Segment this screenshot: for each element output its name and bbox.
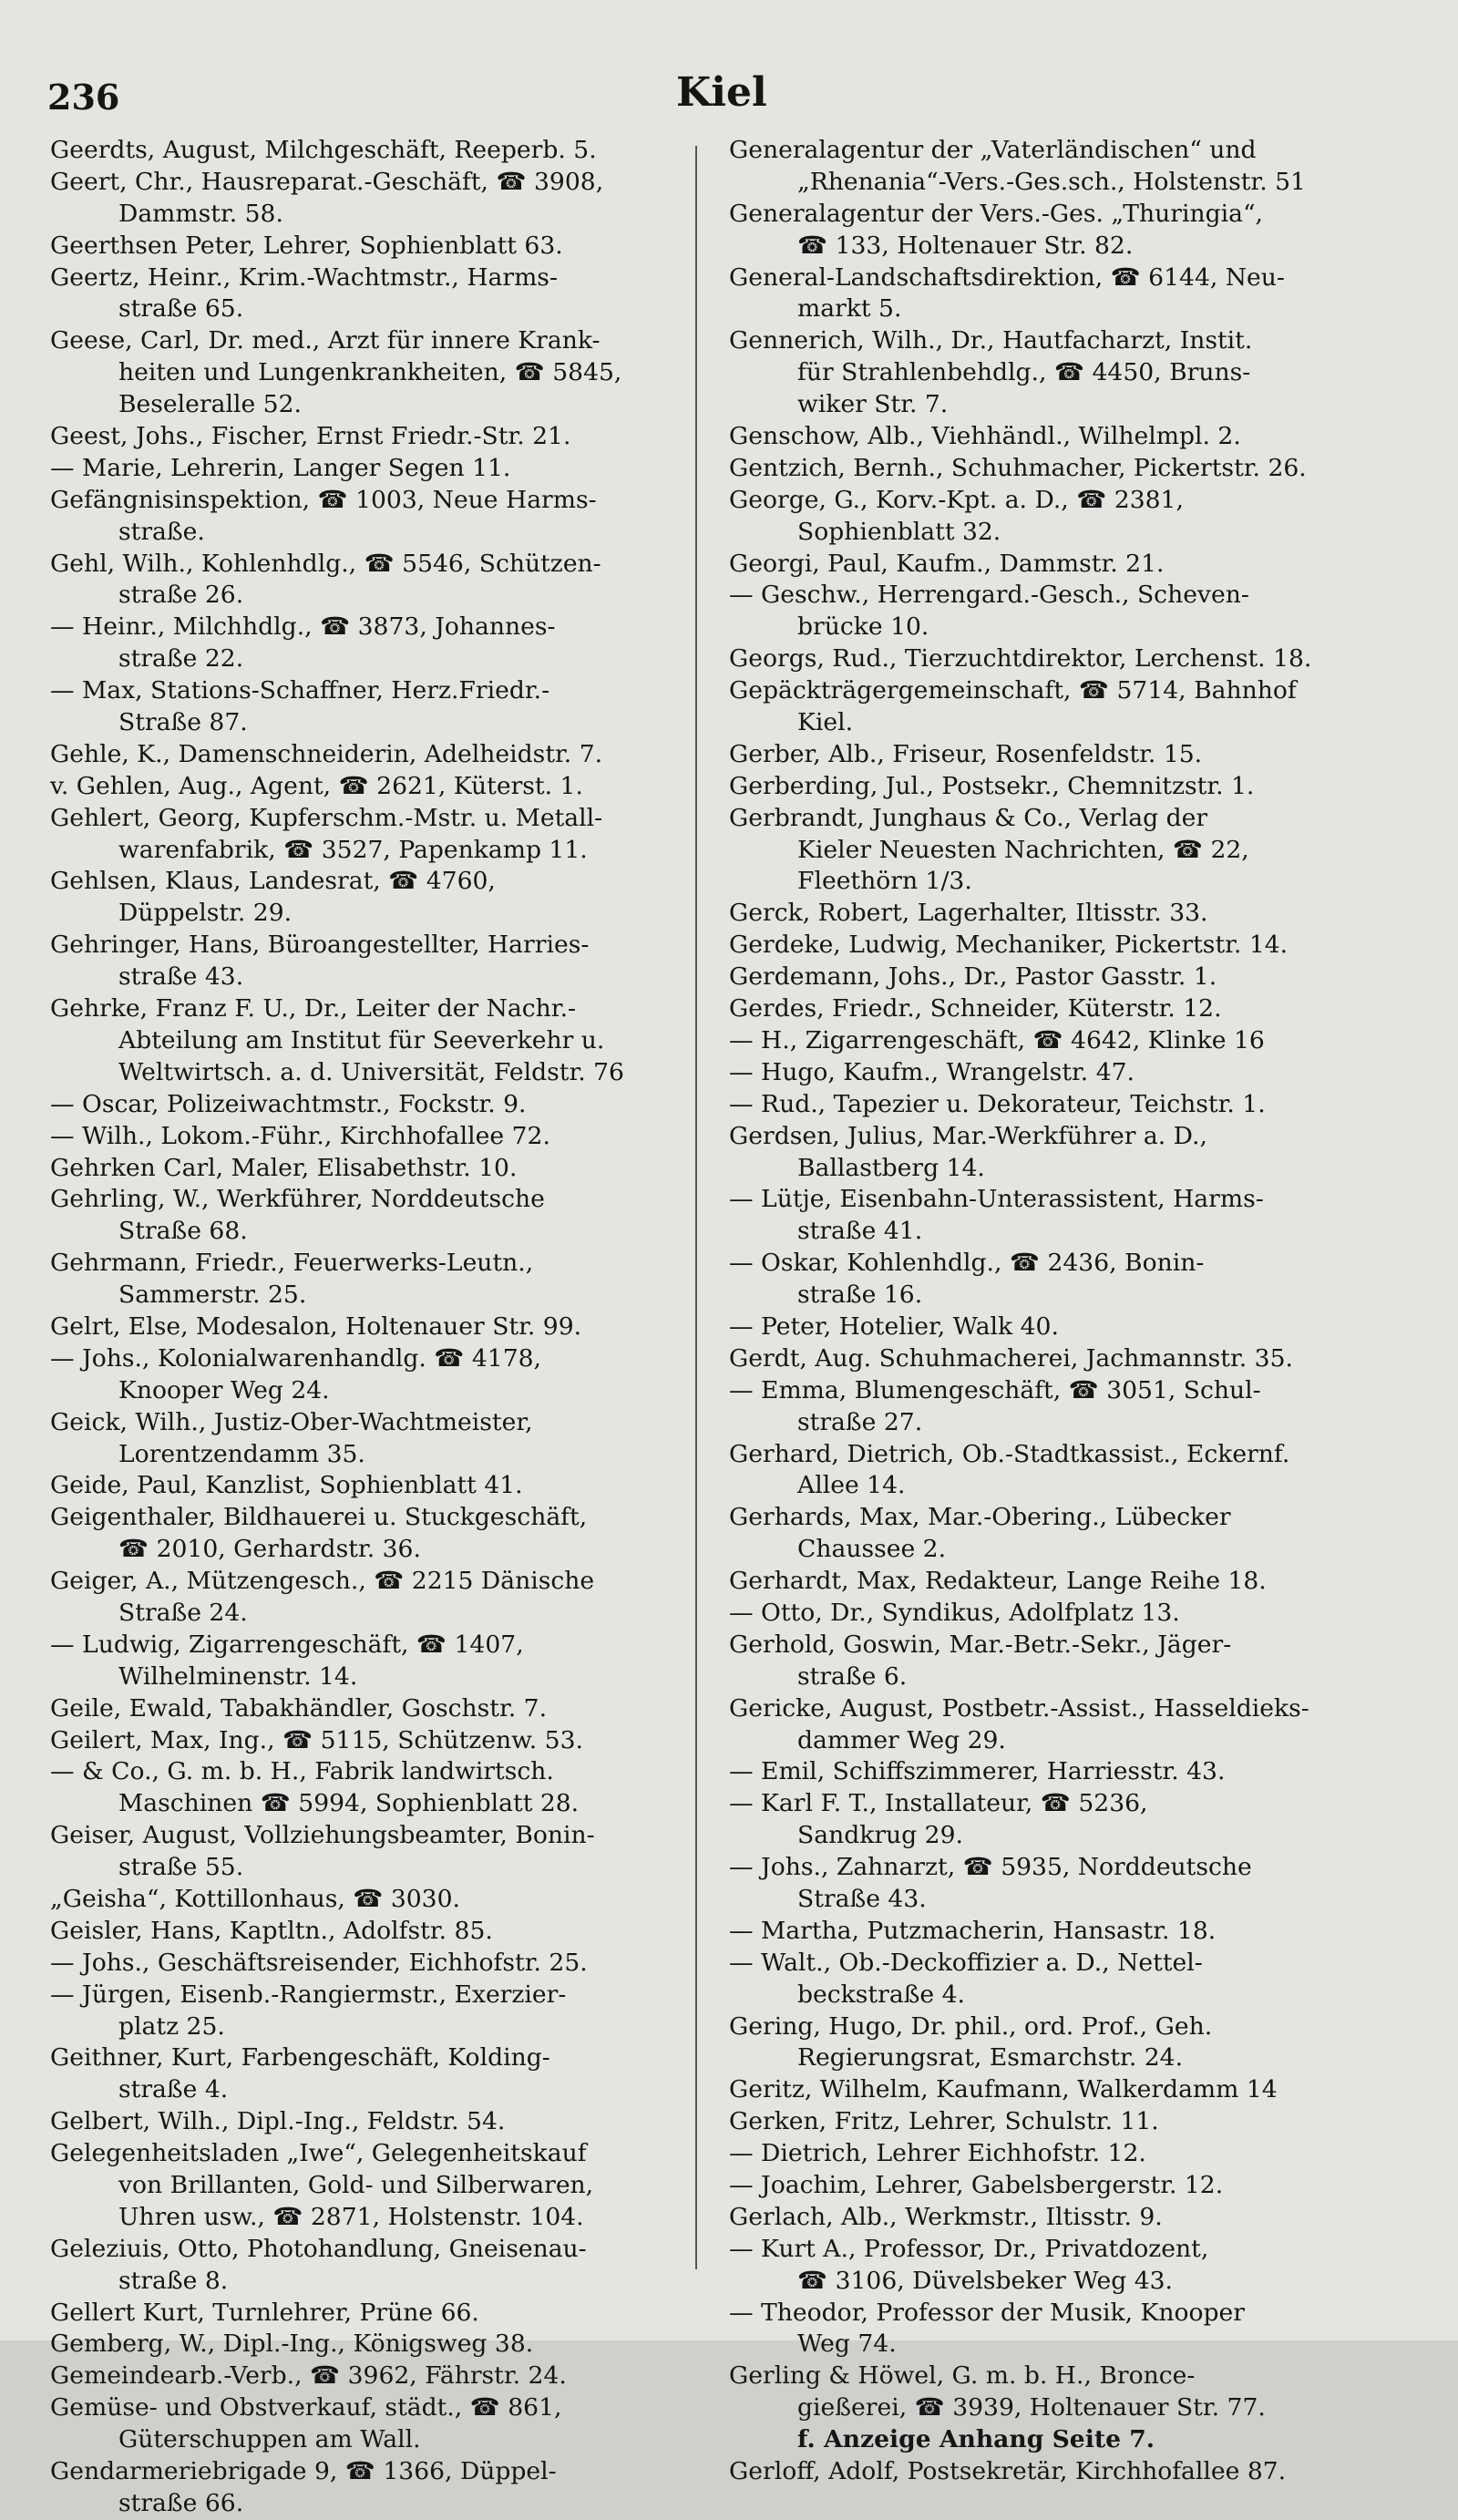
column-divider [695,146,697,2269]
directory-entry-line: — Wilh., Lokom.-Führ., Kirchhofallee 72. [50,1121,550,1150]
directory-entry-line: Lorentzendamm 35. [118,1439,365,1468]
directory-entry-line: — Oscar, Polizeiwachtmstr., Fockstr. 9. [50,1089,527,1118]
directory-entry-line: Gerhard, Dietrich, Ob.-Stadtkassist., Eckernf. [729,1439,1290,1468]
directory-entry-line: Geert, Chr., Hausreparat.-Geschäft, ☎ 3908, [50,167,604,196]
directory-entry-line: ☎ 2010, Gerhardstr. 36. [118,1535,421,1564]
directory-entry-line: v. Gehlen, Aug., Agent, ☎ 2621, Küterst. 1. [50,771,583,800]
directory-entry-line: Weltwirtsch. a. d. Universität, Feldstr. 76 [118,1057,624,1086]
directory-entry-line: — Joachim, Lehrer, Gabelsbergerstr. 12. [729,2171,1224,2199]
left-column [50,135,697,2520]
directory-entry-line: Regierungsrat, Esmarchstr. 24. [797,2043,1184,2073]
directory-entry-line: Gerdsen, Julius, Mar.-Werkführer a. D., [729,1121,1207,1150]
directory-entry-line: Gerdt, Aug. Schuhmacherei, Jachmannstr. 35. [729,1343,1293,1373]
directory-entry-line: — Dietrich, Lehrer Eichhofstr. 12. [729,2139,1146,2168]
directory-entry-line: Generalagentur der „Vaterländischen“ und [729,136,1257,164]
advertisement-reference: f. Anzeige Anhang Seite 7. [797,2425,1155,2454]
directory-entry-line: Geithner, Kurt, Farbengeschäft, Kolding- [50,2043,550,2073]
directory-entry-line: ☎ 3106, Düvelsbeker Weg 43. [797,2266,1173,2295]
directory-entry-line: Gerber, Alb., Friseur, Rosenfeldstr. 15. [729,739,1203,768]
directory-entry-line: Gentzich, Bernh., Schuhmacher, Pickertstr. 26. [729,453,1307,482]
directory-entry-line: straße 4. [118,2075,229,2104]
directory-entry-line: straße 8. [118,2266,229,2295]
directory-entry-line: Geerthsen Peter, Lehrer, Sophienblatt 63. [50,231,563,260]
directory-entry-line: Weg 74. [797,2330,897,2359]
directory-entry-line: von Brillanten, Gold- und Silberwaren, [118,2171,594,2199]
directory-entry-line: Gerling & Höwel, G. m. b. H., Bronce- [729,2361,1196,2391]
directory-entry-line: für Strahlenbehdlg., ☎ 4450, Bruns- [797,358,1251,387]
directory-entry-line: „Rhenania“-Vers.-Ges.sch., Holstenstr. 51 [797,167,1306,196]
directory-entry-line: Gelegenheitsladen „Iwe“, Gelegenheitskauf [50,2139,587,2168]
right-column [729,135,1399,2488]
directory-entry-line: Gehrling, W., Werkführer, Norddeutsche [50,1185,545,1214]
directory-entry-line: — & Co., G. m. b. H., Fabrik landwirtsch. [50,1757,554,1786]
directory-entry-line: Gerberding, Jul., Postsekr., Chemnitzstr. 1. [729,771,1255,800]
directory-entry-line: Geile, Ewald, Tabakhändler, Goschstr. 7. [50,1693,548,1723]
directory-entry-line: — Johs., Geschäftsreisender, Eichhofstr. 25. [50,1948,588,1977]
directory-entry-line: Gelrt, Else, Modesalon, Holtenauer Str. 99. [50,1311,582,1341]
directory-entry-line: Gerdeke, Ludwig, Mechaniker, Pickertstr. 14. [729,931,1289,960]
directory-entry-line: Ballastberg 14. [797,1153,985,1182]
directory-entry-line: straße 65. [118,294,244,324]
directory-entry-line: Gerdemann, Johs., Dr., Pastor Gasstr. 1. [729,962,1217,992]
directory-entry-line: straße 6. [797,1661,908,1691]
directory-entry-line: Beseleralle 52. [118,390,302,419]
directory-entry-line: Kiel. [797,708,854,737]
page-number: 236 [47,77,120,118]
directory-entry-line: straße 41. [797,1217,923,1246]
directory-entry-line: Wilhelminenstr. 14. [118,1661,358,1691]
directory-entry-line: Geigenthaler, Bildhauerei u. Stuckgeschäft, [50,1503,588,1532]
directory-entry-line: Straße 43. [797,1884,927,1913]
directory-entry-line: Güterschuppen am Wall. [118,2425,421,2454]
directory-entry-line: Dammstr. 58. [118,199,283,228]
directory-entry-line: Kieler Neuesten Nachrichten, ☎ 22, [797,835,1249,864]
directory-entry-line: Geilert, Max, Ing., ☎ 5115, Schützenw. 53. [50,1725,583,1754]
directory-entry-line: — Rud., Tapezier u. Dekorateur, Teichstr. 1. [729,1089,1266,1118]
directory-entry-line: Gerhards, Max, Mar.-Obering., Lübecker [729,1503,1231,1532]
directory-entry-line: brücke 10. [797,612,929,642]
directory-entry-line: Gehringer, Hans, Büroangestellter, Harries- [50,931,590,960]
directory-entry-line: Gefängnisinspektion, ☎ 1003, Neue Harms- [50,485,597,514]
directory-entry-line: Gehrmann, Friedr., Feuerwerks-Leutn., [50,1249,534,1278]
directory-entry-line: Gehrken Carl, Maler, Elisabethstr. 10. [50,1153,518,1182]
directory-entry-line: Gehlert, Georg, Kupferschm.-Mstr. u. Metall- [50,803,603,832]
directory-entry-line: beckstraße 4. [797,1980,966,2009]
directory-entry-line: straße 55. [118,1853,244,1882]
directory-entry-line: — Oskar, Kohlenhdlg., ☎ 2436, Bonin- [729,1249,1205,1278]
directory-entry-line: Gerck, Robert, Lagerhalter, Iltisstr. 33. [729,899,1208,928]
directory-entry-line: straße 22. [118,644,244,674]
directory-entry-line: Gelbert, Wilh., Dipl.-Ing., Feldstr. 54. [50,2107,506,2136]
directory-entry-line: markt 5. [797,294,902,324]
page-title: Kiel [676,69,767,116]
directory-entry-line: Gehle, K., Damenschneiderin, Adelheidstr. 7. [50,739,603,768]
directory-entry-line: Geick, Wilh., Justiz-Ober-Wachtmeister, [50,1407,533,1436]
directory-entry-line: dammer Weg 29. [797,1725,1006,1754]
directory-entry-line: — Lütje, Eisenbahn-Unterassistent, Harms- [729,1185,1264,1214]
directory-entry-line: Gerhardt, Max, Redakteur, Lange Reihe 18. [729,1567,1267,1596]
directory-entry-line: Geisler, Hans, Kaptltn., Adolfstr. 85. [50,1916,493,1945]
directory-entry-line: Maschinen ☎ 5994, Sophienblatt 28. [118,1789,580,1818]
directory-entry-line: — Martha, Putzmacherin, Hansastr. 18. [729,1916,1217,1945]
directory-entry-line: — Max, Stations-Schaffner, Herz.Friedr.- [50,676,550,705]
page-header [47,69,1414,140]
directory-entry-line: — Johs., Zahnarzt, ☎ 5935, Norddeutsche [729,1853,1252,1882]
directory-entry-line: Straße 87. [118,708,248,737]
directory-entry-line: Gericke, August, Postbetr.-Assist., Hasseldieks- [729,1693,1309,1723]
directory-entry-line: Sammerstr. 25. [118,1281,307,1310]
directory-entry-line: Gering, Hugo, Dr. phil., ord. Prof., Geh. [729,2011,1213,2041]
directory-entry-line: Geertz, Heinr., Krim.-Wachtmstr., Harms- [50,262,558,292]
directory-entry-line: heiten und Lungenkrankheiten, ☎ 5845, [118,358,622,387]
directory-entry-line: — Hugo, Kaufm., Wrangelstr. 47. [729,1057,1135,1086]
directory-entry-line: Geiser, August, Vollziehungsbeamter, Bonin- [50,1821,595,1850]
directory-entry-line: Generalagentur der Vers.-Ges. „Thuringia“, [729,199,1264,228]
directory-entry-line: straße 66. [118,2488,244,2517]
directory-entry-line: Gerdes, Friedr., Schneider, Küterstr. 12. [729,994,1222,1023]
directory-entry-line: Geese, Carl, Dr. med., Arzt für innere Krank- [50,326,601,355]
directory-entry-line: platz 25. [118,2011,225,2041]
directory-entry-line: straße 26. [118,581,244,610]
directory-entry-line: Geerdts, August, Milchgeschäft, Reeperb. 5. [50,136,597,164]
directory-entry-line: — H., Zigarrengeschäft, ☎ 4642, Klinke 16 [729,1025,1265,1054]
directory-entry-line: Geritz, Wilhelm, Kaufmann, Walkerdamm 14 [729,2075,1278,2104]
directory-entry-line: Gerbrandt, Junghaus & Co., Verlag der [729,803,1208,832]
directory-entry-line: Gerloff, Adolf, Postsekretär, Kirchhofallee 87. [729,2457,1287,2486]
directory-entry-line: straße 43. [118,962,244,992]
directory-entry-line: Straße 68. [118,1217,248,1246]
directory-entry-line: Gendarmeriebrigade 9, ☎ 1366, Düppel- [50,2457,557,2486]
directory-entry-line: — Kurt A., Professor, Dr., Privatdozent, [729,2234,1209,2263]
directory-entry-line: — Otto, Dr., Syndikus, Adolfplatz 13. [729,1598,1180,1627]
directory-entry-line: Geest, Johs., Fischer, Ernst Friedr.-Str. 21. [50,422,571,451]
directory-entry-line: — Karl F. T., Installateur, ☎ 5236, [729,1789,1148,1818]
directory-entry-line: Gemüse- und Obstverkauf, städt., ☎ 861, [50,2393,562,2422]
directory-entry-line: Gemberg, W., Dipl.-Ing., Königsweg 38. [50,2330,534,2359]
directory-entry-line: Straße 24. [118,1598,248,1627]
directory-entry-line: Geiger, A., Mützengesch., ☎ 2215 Dänische [50,1567,595,1596]
directory-entry-line: — Theodor, Professor der Musik, Knooper [729,2298,1246,2327]
directory-entry-line: wiker Str. 7. [797,390,949,419]
directory-entry-line: Gehrke, Franz F. U., Dr., Leiter der Nachr.- [50,994,577,1023]
directory-entry-line: Allee 14. [797,1471,906,1500]
directory-entry-line: ☎ 133, Holtenauer Str. 82. [797,231,1134,260]
directory-entry-line: Gerken, Fritz, Lehrer, Schulstr. 11. [729,2107,1159,2136]
directory-entry-line: — Peter, Hotelier, Walk 40. [729,1311,1059,1341]
directory-entry-line: Chaussee 2. [797,1535,947,1564]
directory-entry-line: Uhren usw., ☎ 2871, Holstenstr. 104. [118,2202,584,2231]
directory-entry-line: — Ludwig, Zigarrengeschäft, ☎ 1407, [50,1630,524,1659]
directory-entry-line: — Marie, Lehrerin, Langer Segen 11. [50,453,511,482]
directory-entry-line: Gemeindearb.-Verb., ☎ 3962, Fährstr. 24. [50,2361,567,2391]
directory-entry-line: warenfabrik, ☎ 3527, Papenkamp 11. [118,835,588,864]
directory-entry-line: Düppelstr. 29. [118,899,293,928]
directory-entry-line: Gehl, Wilh., Kohlenhdlg., ☎ 5546, Schützen- [50,549,601,578]
directory-entry-line: Gellert Kurt, Turnlehrer, Prüne 66. [50,2298,479,2327]
directory-entry-line: General-Landschaftsdirektion, ☎ 6144, Neu- [729,262,1285,292]
directory-entry-line: straße 16. [797,1281,923,1310]
directory-entry-line: Sophienblatt 32. [797,517,1001,546]
directory-entry-line: — Jürgen, Eisenb.-Rangiermstr., Exerzier- [50,1980,567,2009]
directory-entry-line: Abteilung am Institut für Seeverkehr u. [118,1025,605,1054]
directory-entry-line: Georgi, Paul, Kaufm., Dammstr. 21. [729,549,1165,578]
directory-entry-line: Fleethörn 1/3. [797,867,972,896]
directory-entry-line: Gepäckträgergemeinschaft, ☎ 5714, Bahnhof [729,676,1297,705]
directory-entry-line: gießerei, ☎ 3939, Holtenauer Str. 77. [797,2393,1266,2422]
directory-entry-line: — Walt., Ob.-Deckoffizier a. D., Nettel- [729,1948,1203,1977]
directory-entry-line: straße 27. [797,1407,923,1436]
directory-entry-line: Knooper Weg 24. [118,1375,330,1404]
directory-entry-line: Gerhold, Goswin, Mar.-Betr.-Sekr., Jäger- [729,1630,1232,1659]
directory-entry-line: — Geschw., Herrengard.-Gesch., Scheven- [729,581,1249,610]
directory-entry-line: Gerlach, Alb., Werkmstr., Iltisstr. 9. [729,2202,1163,2231]
directory-entry-line: „Geisha“, Kottillonhaus, ☎ 3030. [50,1884,460,1913]
directory-entry-line: Geide, Paul, Kanzlist, Sophienblatt 41. [50,1471,523,1500]
directory-entry-line: — Emil, Schiffszimmerer, Harriesstr. 43. [729,1757,1226,1786]
directory-entry-line: — Heinr., Milchhdlg., ☎ 3873, Johannes- [50,612,556,642]
directory-entry-line: straße. [118,517,205,546]
directory-entry-line: Genschow, Alb., Viehhändl., Wilhelmpl. 2. [729,422,1241,451]
directory-entry-line: — Johs., Kolonialwarenhandlg. ☎ 4178, [50,1343,542,1373]
directory-entry-line: George, G., Korv.-Kpt. a. D., ☎ 2381, [729,485,1184,514]
directory-entry-line: Geleziuis, Otto, Photohandlung, Gneisenau- [50,2234,587,2263]
directory-entry-line: Gennerich, Wilh., Dr., Hautfacharzt, Instit. [729,326,1253,355]
directory-entry-line: Gehlsen, Klaus, Landesrat, ☎ 4760, [50,867,496,896]
directory-entry-line: — Emma, Blumengeschäft, ☎ 3051, Schul- [729,1375,1261,1404]
directory-entry-line: Sandkrug 29. [797,1821,963,1850]
directory-entry-line: Georgs, Rud., Tierzuchtdirektor, Lerchenst. 18. [729,644,1312,674]
